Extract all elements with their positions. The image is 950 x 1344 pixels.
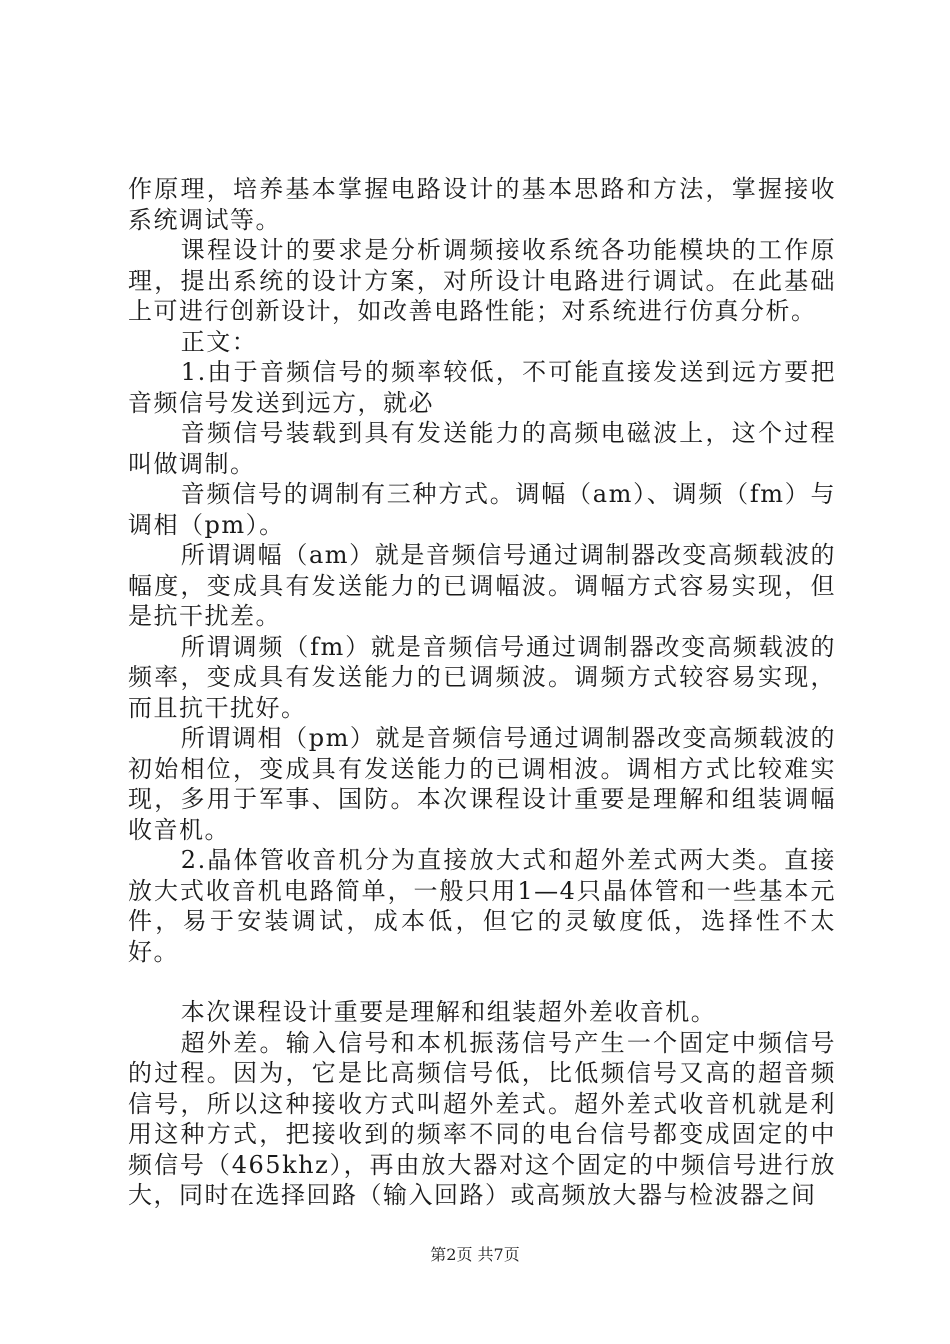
paragraph: 1.由于音频信号的频率较低，不可能直接发送到远方要把音频信号发送到远方，就必 xyxy=(128,358,836,417)
paragraph: 所谓调频（fm）就是音频信号通过调制器改变高频载波的频率，变成具有发送能力的已调频波。调频方式较容易实现，而且抗干扰好。 xyxy=(128,632,836,722)
paragraph: 所谓调相（pm）就是音频信号通过调制器改变高频载波的初始相位，变成具有发送能力的已调相波。调相方式比较难实现，多用于军事、国防。本次课程设计重要是理解和组装调幅收音机。 xyxy=(128,724,836,844)
paragraph: 音频信号装载到具有发送能力的高频电磁波上，这个过程叫做调制。 xyxy=(128,419,836,478)
paragraph: 作原理，培养基本掌握电路设计的基本思路和方法，掌握接收系统调试等。 xyxy=(128,175,836,234)
page-number-label: 第2页 共7页 xyxy=(430,1245,520,1264)
paragraph: 本次课程设计重要是理解和组装超外差收音机。 xyxy=(180,998,717,1026)
paragraph: 音频信号的调制有三种方式。调幅（am）、调频（fm）与调相（pm）。 xyxy=(128,480,836,539)
paragraph: 所谓调幅（am）就是音频信号通过调制器改变高频载波的幅度，变成具有发送能力的已调幅波。调幅方式容易实现，但是抗干扰差。 xyxy=(128,541,836,630)
paragraph-gap xyxy=(128,967,836,997)
paragraph: 正文： xyxy=(180,327,258,356)
paragraph: 2.晶体管收音机分为直接放大式和超外差式两大类。直接放大式收音机电路简单，一般只用1—4只晶体管和一些基本元件，易于安装调试，成本低，但它的灵敏度低，选择性不太好。 xyxy=(128,846,836,966)
page-footer xyxy=(0,1242,950,1265)
paragraph: 超外差。输入信号和本机振荡信号产生一个固定中频信号的过程。因为，它是比高频信号低，比低频信号又高的超音频信号，所以这种接收方式叫超外差式。超外差式收音机就是利用这种方式，把接收到的频率不同的电台信号都变成固定的中频信号（465khz），再由放大器对这个固定的中频信号进行放大，同时在选择回路（输入回路）或高频放大器与检波器之间 xyxy=(128,1028,836,1209)
paragraph: 课程设计的要求是分析调频接收系统各功能模块的工作原理，提出系统的设计方案，对所设计电路进行调试。在此基础上可进行创新设计，如改善电路性能；对系统进行仿真分析。 xyxy=(128,236,836,325)
document-body xyxy=(128,174,836,1211)
